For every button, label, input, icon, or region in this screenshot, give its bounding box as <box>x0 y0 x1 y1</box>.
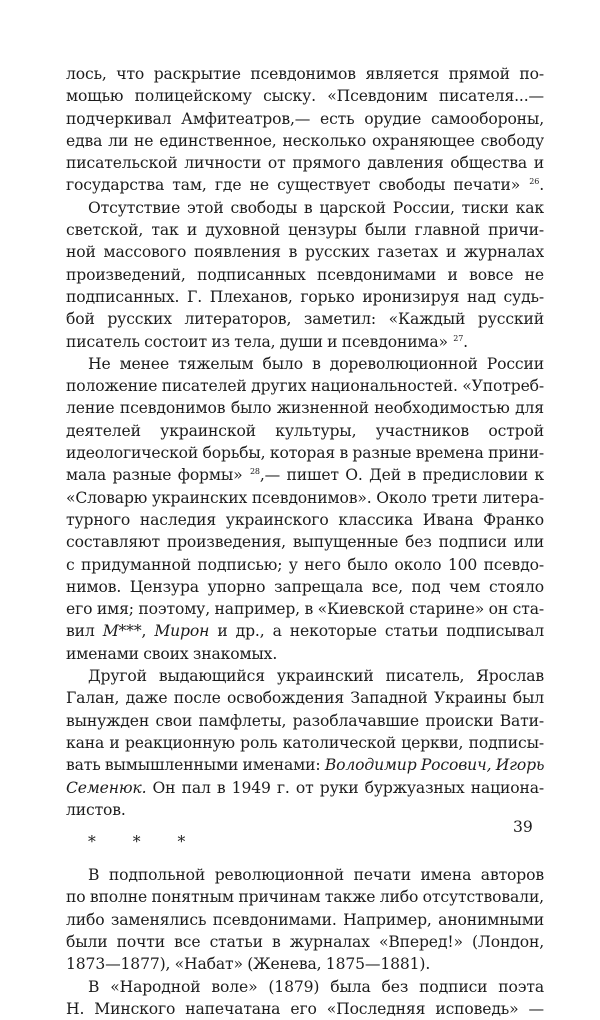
text-line: светской, так и духовной цензуры были главной причи- <box>66 221 544 240</box>
text-line <box>66 174 544 196</box>
text-line: Н. Минского напечатана его «Последняя исповедь» — <box>66 999 544 1018</box>
text-line <box>66 620 544 642</box>
text-line: именами своих знакомых. <box>66 644 278 663</box>
text-line: идеологической борьбы, которая в разные времена прини- <box>66 444 544 463</box>
text-line: 1873—1877), «Набат» (Женева, 1875—1881). <box>66 955 431 974</box>
text-line: по вполне понятным причинам также либо отсутствовали, <box>66 888 544 907</box>
pseudonym: Семенюк. <box>66 778 147 797</box>
text-line: подчеркивал Амфитеатров,— есть орудие самообороны, <box>66 109 544 128</box>
text-line: бой русских литераторов, заметил: «Каждый русский <box>66 310 544 329</box>
paragraph-6 <box>66 976 544 1020</box>
text-span: вать вымышленными именами: <box>66 756 321 775</box>
text-line: Не менее тяжелым было в дореволюционной России <box>88 354 544 373</box>
text-line: нимов. Цензура упорно запрещала все, под чем стояло <box>66 577 544 596</box>
paragraph-5 <box>66 864 544 975</box>
text-line: деятелей украинской культуры, участников острой <box>66 421 544 440</box>
paragraph-3 <box>66 353 544 665</box>
text-line: с придуманной подписью; у него было около 100 псевдо- <box>66 555 544 574</box>
text-line: мощью полицейскому сыску. «Псевдоним писателя...— <box>66 87 544 106</box>
text-line: ление псевдонимов было жизненной необходимостью для <box>66 399 544 418</box>
text-span: . <box>463 332 468 351</box>
text-line: составляют произведения, выпущенные без подписи или <box>66 533 544 552</box>
footnote-ref-26: 26 <box>529 177 540 187</box>
text-span: . <box>539 176 544 195</box>
text-line: писательской личности от прямого давления общества и <box>66 154 544 173</box>
text-line: В подпольной революционной печати имена авторов <box>88 866 544 885</box>
pseudonym: Володимир Росович, Игорь <box>324 756 545 775</box>
page-body <box>66 63 544 1020</box>
text-line: листов. <box>66 800 126 819</box>
text-line: «Словарю украинских псевдонимов». Около трети литера- <box>66 488 544 507</box>
text-span: Он пал в 1949 г. от руки буржуазных национа- <box>152 778 544 797</box>
text-line <box>66 754 544 776</box>
text-line <box>66 331 544 353</box>
text-line: либо заменялись псевдонимами. Например, анонимными <box>66 910 544 929</box>
text-span: мала разные формы» <box>66 466 243 485</box>
text-span: государства там, где не существует свободы печати» <box>66 176 521 195</box>
text-line: Галан, даже после освобождения Западной Украины был <box>66 689 544 708</box>
text-line: вынужден свои памфлеты, разоблачавшие происки Вати- <box>66 711 544 730</box>
paragraph-1 <box>66 63 544 197</box>
text-line: положение писателей других национальностей. «Употреб- <box>66 377 544 396</box>
text-line: были почти все статьи в журналах «Вперед!» (Лондон, <box>66 932 544 951</box>
text-line: едва ли не единственное, несколько охраняющее свободу <box>66 131 544 150</box>
page-number: 39 <box>513 818 533 836</box>
text-line: кана и реакционную роль католической церкви, подписы- <box>66 733 544 752</box>
text-line <box>66 464 544 486</box>
text-line <box>66 777 544 799</box>
text-line: В «Народной воле» (1879) была без подписи поэта <box>88 977 544 996</box>
footnote-ref-27: 27 <box>453 333 464 343</box>
text-span: писатель состоит из тела, души и псевдонима» <box>66 332 448 351</box>
text-line: его имя; поэтому, например, в «Киевской старине» он ста- <box>66 600 544 619</box>
text-line: произведений, подписанных псевдонимами и вовсе не <box>66 265 544 284</box>
pseudonym: Мирон <box>154 622 210 641</box>
text-line: Отсутствие этой свободы в царской России, тиски как <box>88 198 544 217</box>
text-line: Другой выдающийся украинский писатель, Ярослав <box>88 667 544 686</box>
text-line: подписанных. Г. Плеханов, горько иронизируя над судь- <box>66 287 544 306</box>
pseudonym: М*** <box>102 622 142 641</box>
paragraph-2 <box>66 197 544 353</box>
text-span: вил <box>66 622 95 641</box>
text-line: турного наследия украинского классика Ивана Франко <box>66 510 544 529</box>
section-separator: * * * <box>88 833 202 852</box>
text-span: ,— пишет О. Дей в предисловии к <box>259 466 544 485</box>
text-span: и др., а некоторые статьи подписывал <box>217 622 544 641</box>
text-line: лось, что раскрытие псевдонимов является прямой по- <box>66 65 544 83</box>
text-line: ной массового появления в русских газетах и журналах <box>66 243 544 262</box>
text-span: , <box>141 622 147 641</box>
paragraph-4 <box>66 665 544 821</box>
footnote-ref-28: 28 <box>249 467 260 477</box>
